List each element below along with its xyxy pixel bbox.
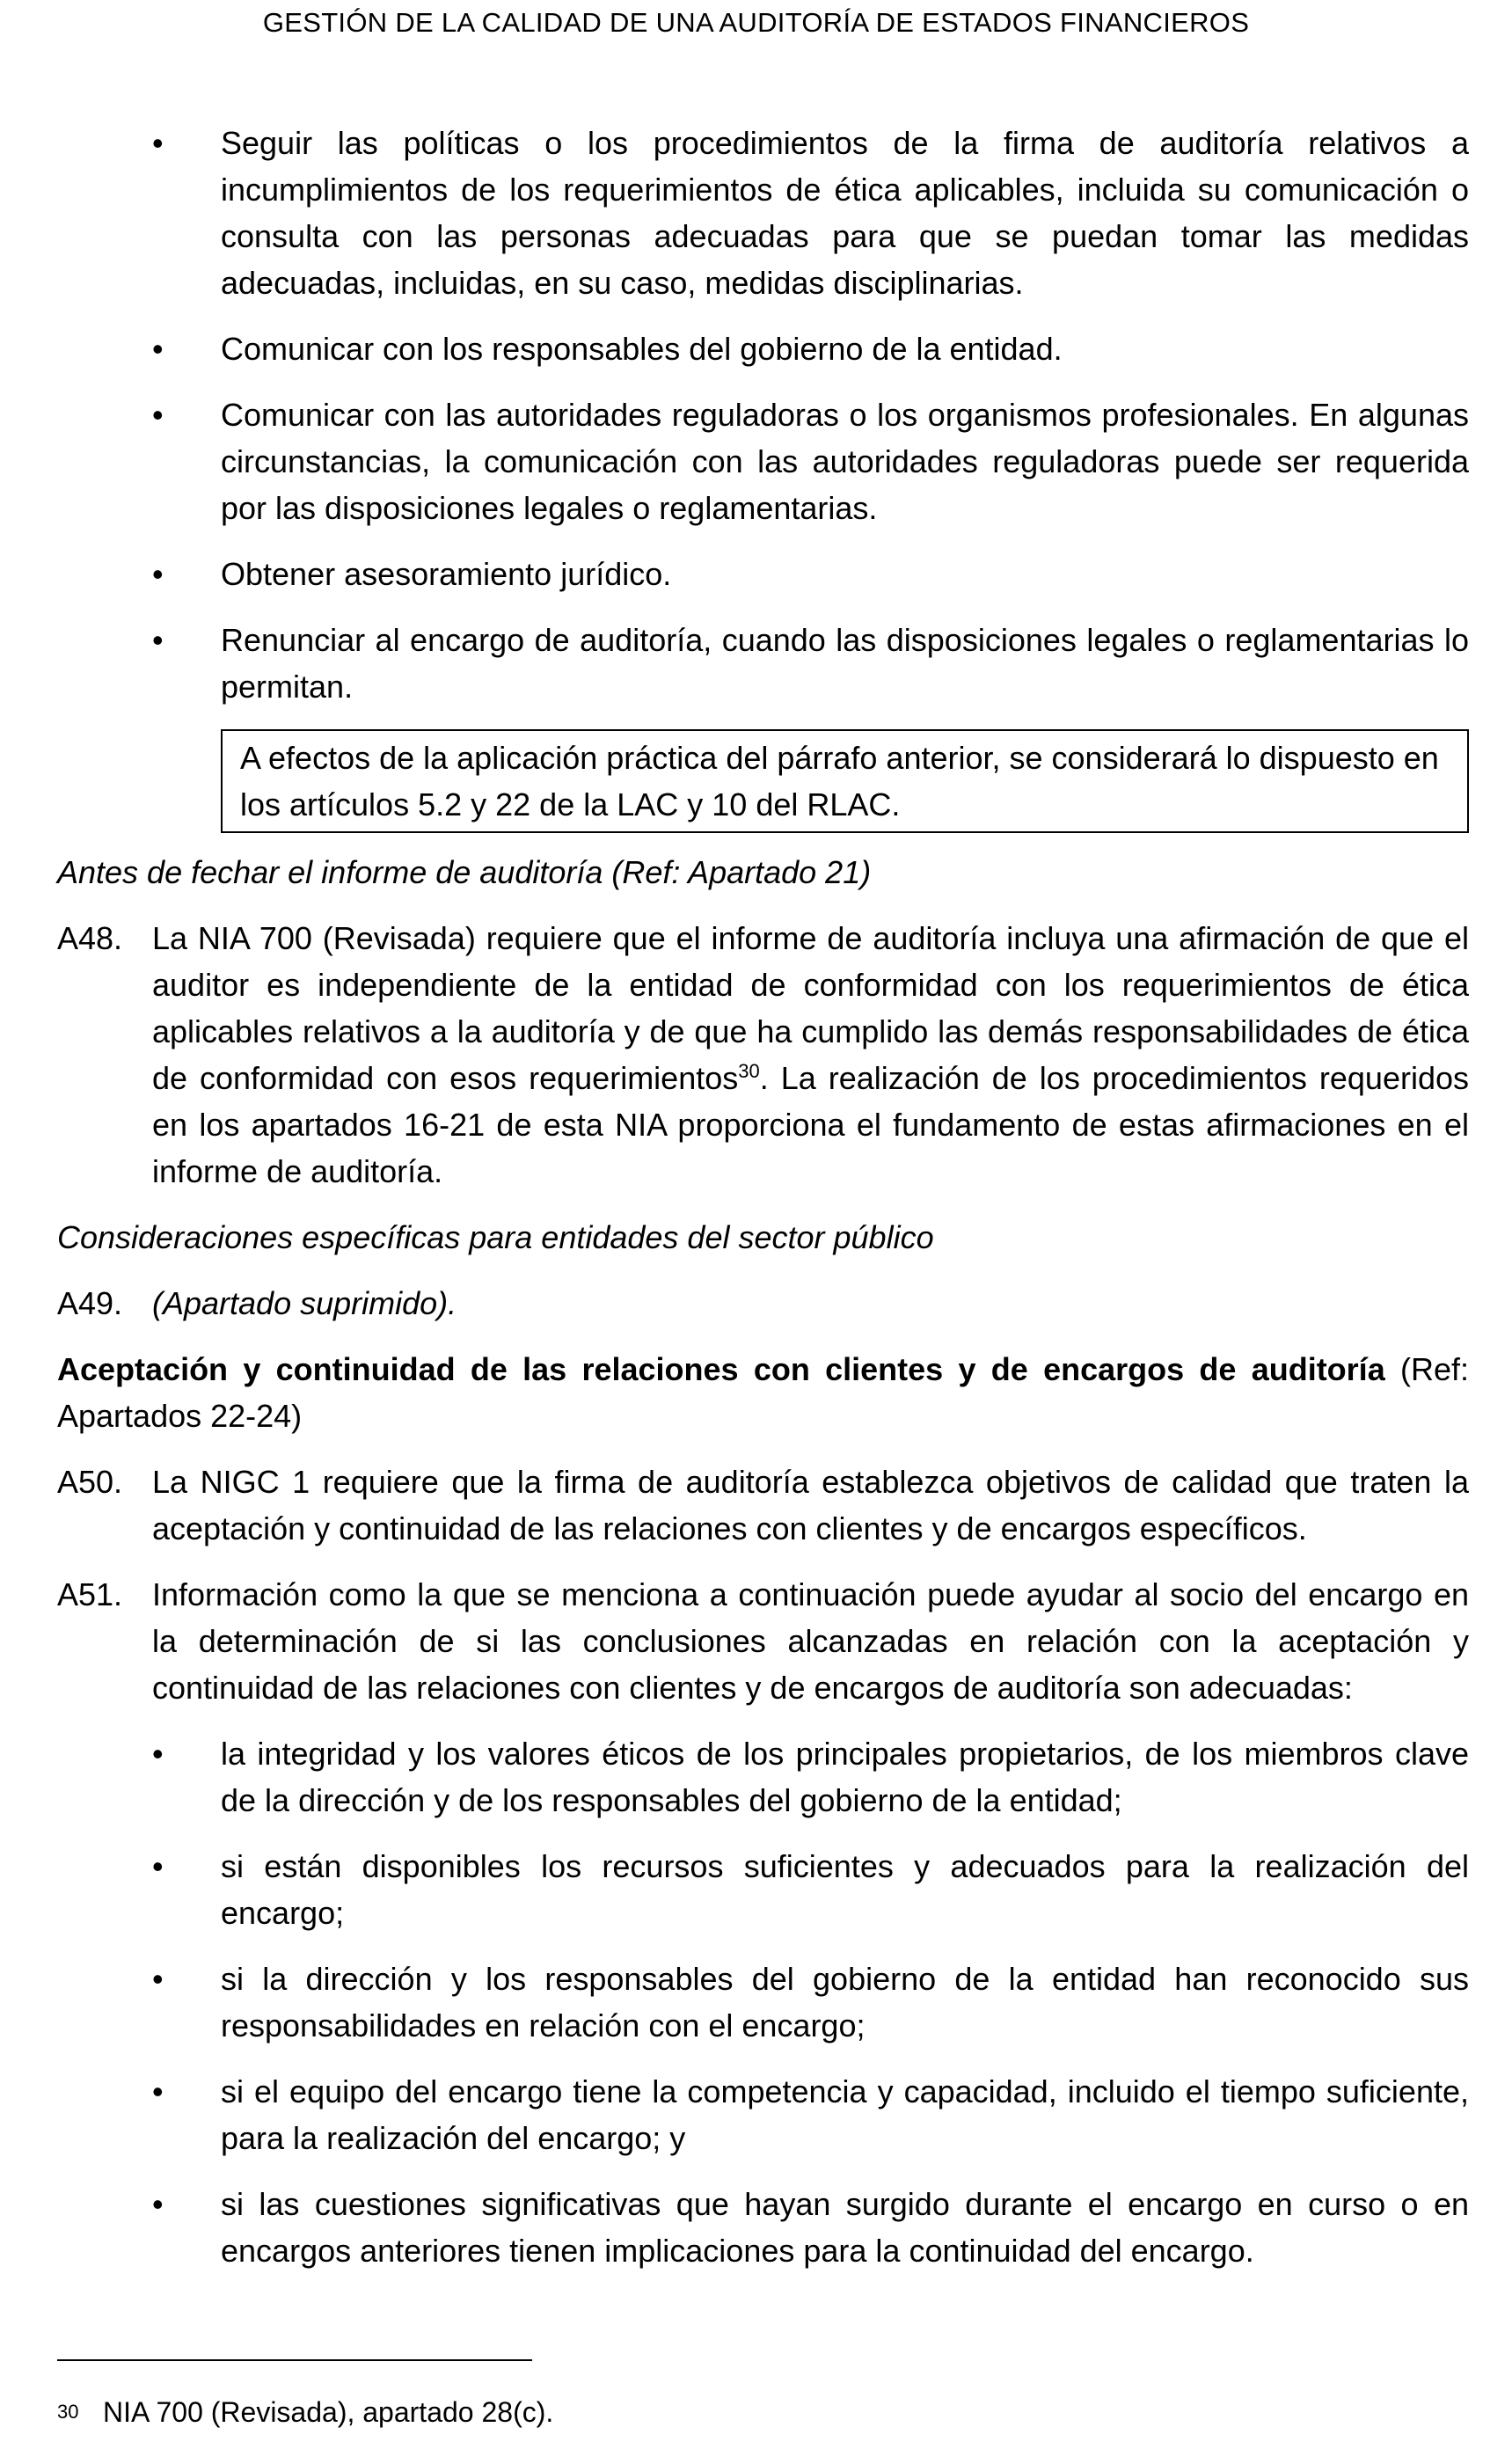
list-item: • si las cuestiones significativas que hayan surgido durante el encargo en curso o en encargos anteriores tienen implicaciones para la continuidad del encargo. <box>57 2181 1469 2274</box>
paragraph-text: La NIA 700 (Revisada) requiere que el informe de auditoría incluya una afirmación de que el auditor es independiente de la entidad de conformidad con los requerimientos de ética aplicables relativos a la auditoría y de que ha cumplido las demás responsabilidades de ética de conformidad con esos requerimientos <box>152 920 1469 1096</box>
paragraph-number: A48. <box>57 920 123 956</box>
national-note-box: A efectos de la aplicación práctica del párrafo anterior, se considerará lo dispuesto en los artículos 5.2 y 22 de la LAC y 10 del RLAC. <box>221 729 1469 833</box>
paragraph-number: A50. <box>57 1464 123 1500</box>
list-item: • Renunciar al encargo de auditoría, cuando las disposiciones legales o reglamentarias lo permitan. <box>57 617 1469 710</box>
list-item: • Comunicar con los responsables del gobierno de la entidad. <box>57 325 1469 372</box>
paragraph-text: Información como la que se menciona a continuación puede ayudar al socio del encargo en la determinación de si las conclusiones alcanzadas en relación con la aceptación y continuidad de las relaciones con clientes y de encargos de auditoría son adecuadas: <box>152 1576 1469 1706</box>
paragraph-a48 <box>57 915 1469 1195</box>
footnote-number: 30 <box>57 2401 79 2423</box>
section-heading-title: Antes de fechar el informe de auditoría <box>57 854 603 890</box>
section-heading-title: Consideraciones específicas para entidades del sector público <box>57 1219 934 1255</box>
footnote-divider <box>57 2359 532 2361</box>
paragraph-text: La NIGC 1 requiere que la firma de auditoría establezca objetivos de calidad que traten la aceptación y continuidad de las relaciones con clientes y de encargos específicos. <box>152 1464 1469 1546</box>
list-item: • la integridad y los valores éticos de los principales propietarios, de los miembros clave de la dirección y de los responsables del gobierno de la entidad; <box>57 1730 1469 1824</box>
list-item: • Seguir las políticas o los procedimientos de la firma de auditoría relativos a incumplimientos de los requerimientos de ética aplicables, incluida su comunicación o consulta con las personas adecuadas para que se puedan tomar las medidas adecuadas, incluidas, en su caso, medidas disciplinarias. <box>57 120 1469 306</box>
section-heading-acceptance <box>57 1346 1469 1439</box>
section-heading-title: Aceptación y continuidad de las relaciones con clientes y de encargos de auditoría <box>57 1351 1385 1387</box>
a51-bullet-list <box>57 1730 1469 2274</box>
page-header: GESTIÓN DE LA CALIDAD DE UNA AUDITORÍA DE ESTADOS FINANCIEROS <box>262 7 1250 38</box>
paragraph-text: (Apartado suprimido). <box>152 1285 457 1321</box>
paragraph-number: A49. <box>57 1285 123 1321</box>
list-item: • Comunicar con las autoridades reguladoras o los organismos profesionales. En algunas circunstancias, la comunicación con las autoridades reguladoras puede ser requerida por las disposiciones legales o reglamentarias. <box>57 391 1469 531</box>
paragraph-a50 <box>57 1459 1469 1552</box>
section-heading-ref: (Ref: Apartado 21) <box>603 854 872 890</box>
paragraph-number: A51. <box>57 1576 123 1612</box>
section-heading-public-sector <box>57 1214 1469 1261</box>
section-heading-ref: (Ref: Apartados 22-24) <box>57 1351 1470 1434</box>
paragraph-a51 <box>57 1571 1469 1711</box>
top-bullet-list <box>57 120 1469 710</box>
document-body <box>57 120 1469 2293</box>
paragraph-a49 <box>57 1280 1469 1327</box>
list-item: • si el equipo del encargo tiene la competencia y capacidad, incluido el tiempo suficiente, para la realización del encargo; y <box>57 2068 1469 2161</box>
footnote-reference: 30 <box>738 1060 760 1082</box>
footnote <box>57 2394 553 2430</box>
list-item: • si están disponibles los recursos suficientes y adecuados para la realización del encargo; <box>57 1843 1469 1936</box>
footnote-text: NIA 700 (Revisada), apartado 28(c). <box>103 2396 554 2428</box>
list-item: • si la dirección y los responsables del gobierno de la entidad han reconocido sus responsabilidades en relación con el encargo; <box>57 1956 1469 2049</box>
list-item: • Obtener asesoramiento jurídico. <box>57 551 1469 597</box>
section-heading-antes <box>57 849 1469 896</box>
paragraph-text-continued: . La realización de los procedimientos requeridos en los apartados 16-21 de esta NIA proporciona el fundamento de estas afirmaciones en el informe de auditoría. <box>152 1060 1470 1189</box>
